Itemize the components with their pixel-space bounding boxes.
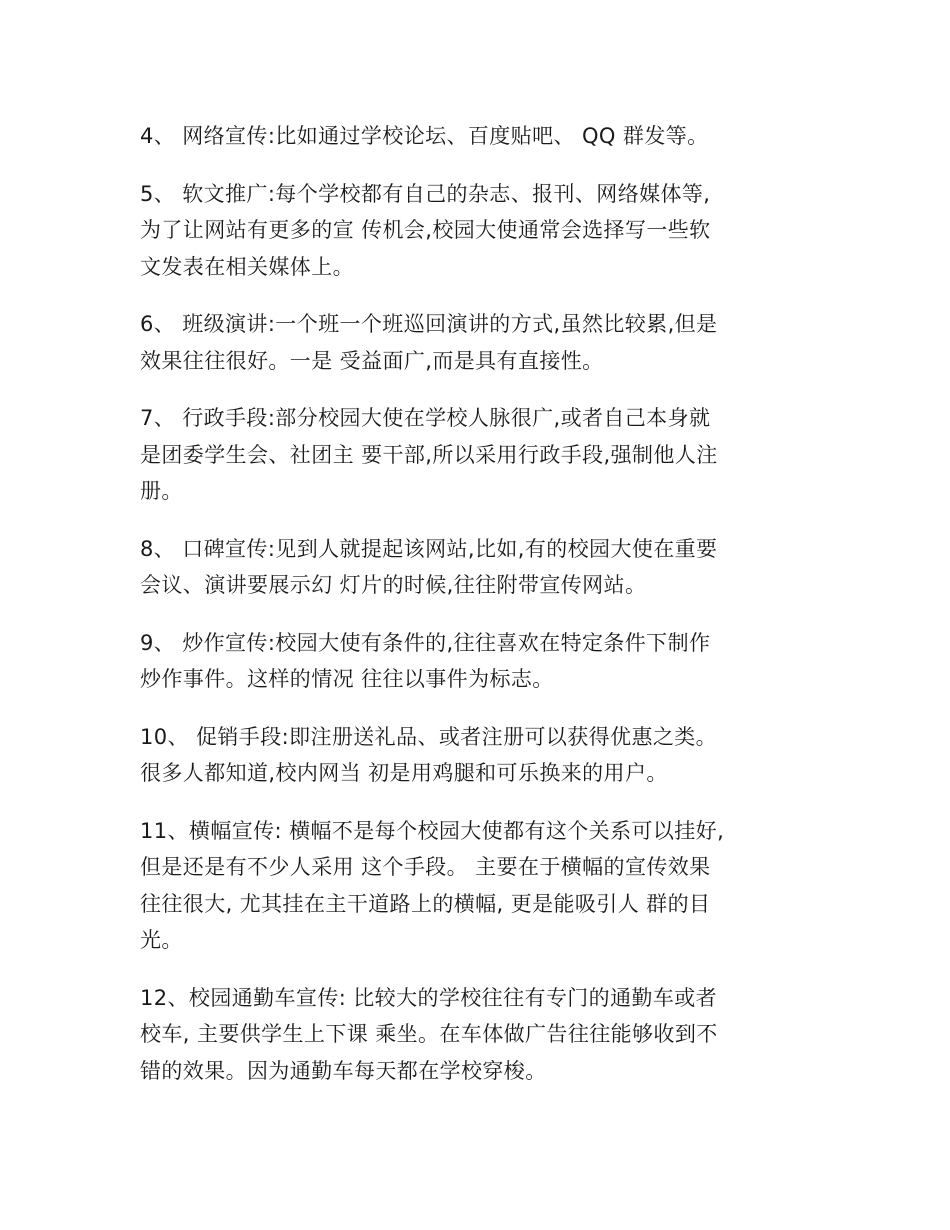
text-line: 11、横幅宣传: 横幅不是每个校园大使都有这个关系可以挂好, <box>140 818 725 843</box>
text-line: 往往很大, 尤其挂在主干道路上的横幅, 更是能吸引人 群的目 <box>140 891 711 916</box>
list-item-9 <box>140 625 812 698</box>
text-line: 7、 行政手段:部分校园大使在学校人脉很广,或者自己本身就 <box>140 406 711 430</box>
list-item-8 <box>140 531 812 604</box>
text-line: 12、校园通勤车宣传: 比较大的学校往往有专门的通勤车或者 <box>140 985 718 1010</box>
list-item-4 <box>140 118 812 155</box>
document-body <box>140 118 812 1110</box>
text-line: 是团委学生会、社团主 要干部,所以采用行政手段,强制他人注 <box>140 442 718 467</box>
list-item-7 <box>140 400 812 510</box>
text-line: 炒作事件。这样的情况 往往以事件为标志。 <box>140 667 554 691</box>
text-line: 6、 班级演讲:一个班一个班巡回演讲的方式,虽然比较累,但是 <box>140 312 718 336</box>
text-line: 5、 软文推广:每个学校都有自己的杂志、报刊、网络媒体等, <box>140 181 711 206</box>
text-line: 但是还是有不少人采用 这个手段。 主要在于横幅的宣传效果 <box>140 855 711 879</box>
text-line: 9、 炒作宣传:校园大使有条件的,往往喜欢在特定条件下制作 <box>140 630 711 655</box>
list-item-5 <box>140 176 812 286</box>
text-line: 校车, 主要供学生上下课 乘坐。在车体做广告往往能够收到不 <box>140 1022 718 1046</box>
text-line: 文发表在相关媒体上。 <box>140 254 354 279</box>
text-line: 8、 口碑宣传:见到人就提起该网站,比如,有的校园大使在重要 <box>140 536 718 561</box>
text-line: 册。 <box>140 479 183 503</box>
text-line: 效果往往很好。一是 受益面广,而是具有直接性。 <box>140 348 604 373</box>
text-line: 为了让网站有更多的宣 传机会,校园大使通常会选择写一些软 <box>140 218 711 242</box>
text-line: 4、 网络宣传:比如通过学校论坛、百度贴吧、 QQ 群发等。 <box>140 124 709 148</box>
list-item-6 <box>140 306 812 379</box>
text-line: 会议、演讲要展示幻 灯片的时候,往往附带宣传网站。 <box>140 573 647 597</box>
text-line: 10、 促销手段:即注册送礼品、或者注册可以获得优惠之类。 <box>140 724 718 749</box>
text-line: 很多人都知道,校内网当 初是用鸡腿和可乐换来的用户。 <box>140 761 668 785</box>
list-item-11 <box>140 813 812 959</box>
text-line: 错的效果。因为通勤车每天都在学校穿梭。 <box>140 1058 547 1083</box>
list-item-12 <box>140 980 812 1090</box>
text-line: 光。 <box>140 928 183 952</box>
list-item-10 <box>140 719 812 792</box>
